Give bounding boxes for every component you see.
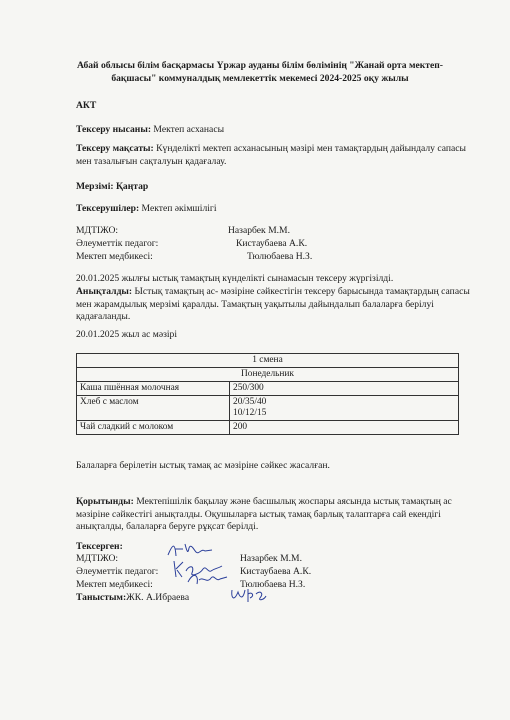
findings [76,286,476,324]
menu-amount-cell [230,396,459,421]
signer-name: Кистаубаева А.К. [240,566,312,577]
menu-dish: Хлеб с маслом [77,396,230,421]
menu-dish: Каша пшённая молочная [77,382,230,396]
menu-dish: Чай сладкий с молоком [77,421,230,435]
check-line: 20.01.2025 жылғы ыстық тамақтың күнделікті сынамасын тексеру жүргізілді. [76,273,394,284]
findings-label: Анықталды: [76,286,133,297]
signer-role: МДТІЖО: [76,553,119,564]
table-row [77,382,459,396]
document-header: Абай облысы білім басқармасы Үржар ауданы білім бөлімінің "Жанай орта мектеп-бақшасы" коммуналдық мемлекеттік мекемесі 2024-2025 оқу жылы [77,60,443,84]
menu-day: Понедельник [77,368,459,382]
purpose-value: Күнделікті мектеп асханасының мәзірі мен тамақтардың дайындалу сапасы мен тазалығын сақталуын қадағалау. [76,143,466,167]
staff-role: МДТІЖО: [76,225,119,236]
menu-amount: 250/300 [230,382,459,396]
staff-name: Кистаубаева А.К. [236,238,308,249]
table-row [77,354,459,368]
object-label: Тексеру нысаны: [76,124,152,135]
staff-name: Назарбек М.М. [228,225,290,236]
menu-amount-secondary: 10/12/15 [233,408,267,418]
menu-amount: 200 [230,421,459,435]
menu-shift: 1 смена [77,354,459,368]
conclusion-label: Қорытынды: [76,496,134,507]
table-row [77,368,459,382]
signer-name: Назарбек М.М. [240,553,302,564]
inspectors-value: Мектеп әкімшілігі [139,203,217,214]
signature-4-icon [228,584,268,606]
act-title: АКТ [76,100,97,111]
table-row [77,396,459,421]
table-row [77,421,459,435]
staff-role: Әлеуметтік педагог: [76,238,159,249]
findings-value: Ыстық тамақтың ас- мәзіріне сәйкестігін тексеру барысында тамақтардың сапасы мен жарамдылық мерзімі қаралды. Тамақтың уақытылы дайындалып балаларға берілуі қадағаланды. [76,286,470,322]
signature-3-icon [185,570,230,588]
signer-name: Тюлюбаева Н.З. [240,579,306,590]
purpose-label: Тексеру мақсаты: [76,143,154,154]
menu-amount: 20/35/40 [233,397,267,407]
object-value: Мектеп асханасы [151,124,225,135]
conclusion-value: Мектепішілік бақылау және басшылық жоспары аясында ыстық тамақтың ас мәзіріне сәйкестігі анықталды. Оқушыларға ыстық тамақ барлық талаптарға сай екендігі анықталды, балаларға беруге рұқсат берілді. [76,496,452,532]
result-line: Балаларға берілетін ыстық тамақ ас мәзіріне сәйкес жасалған. [76,460,330,471]
acquainted-name: ЖК. А.Ибраева [126,592,190,603]
inspectors [76,203,217,215]
inspection-object [76,124,224,136]
menu-title: 20.01.2025 жыл ас мәзірі [76,329,177,340]
staff-name: Тюлюбаева Н.З. [247,251,313,262]
signed-label: Тексерген: [76,541,123,552]
inspectors-label: Тексерушілер: [76,203,140,214]
menu-table [76,353,459,435]
staff-role: Мектеп медбикесі: [76,251,153,262]
inspection-purpose [76,143,476,168]
conclusion [76,496,476,534]
acquainted-label: Таныстым: [76,592,127,603]
signer-role: Мектеп медбикесі: [76,579,153,590]
inspection-period: Мерзімі: Қаңтар [76,181,149,192]
signer-role: Әлеуметтік педагог: [76,566,159,577]
acquainted [76,592,189,604]
